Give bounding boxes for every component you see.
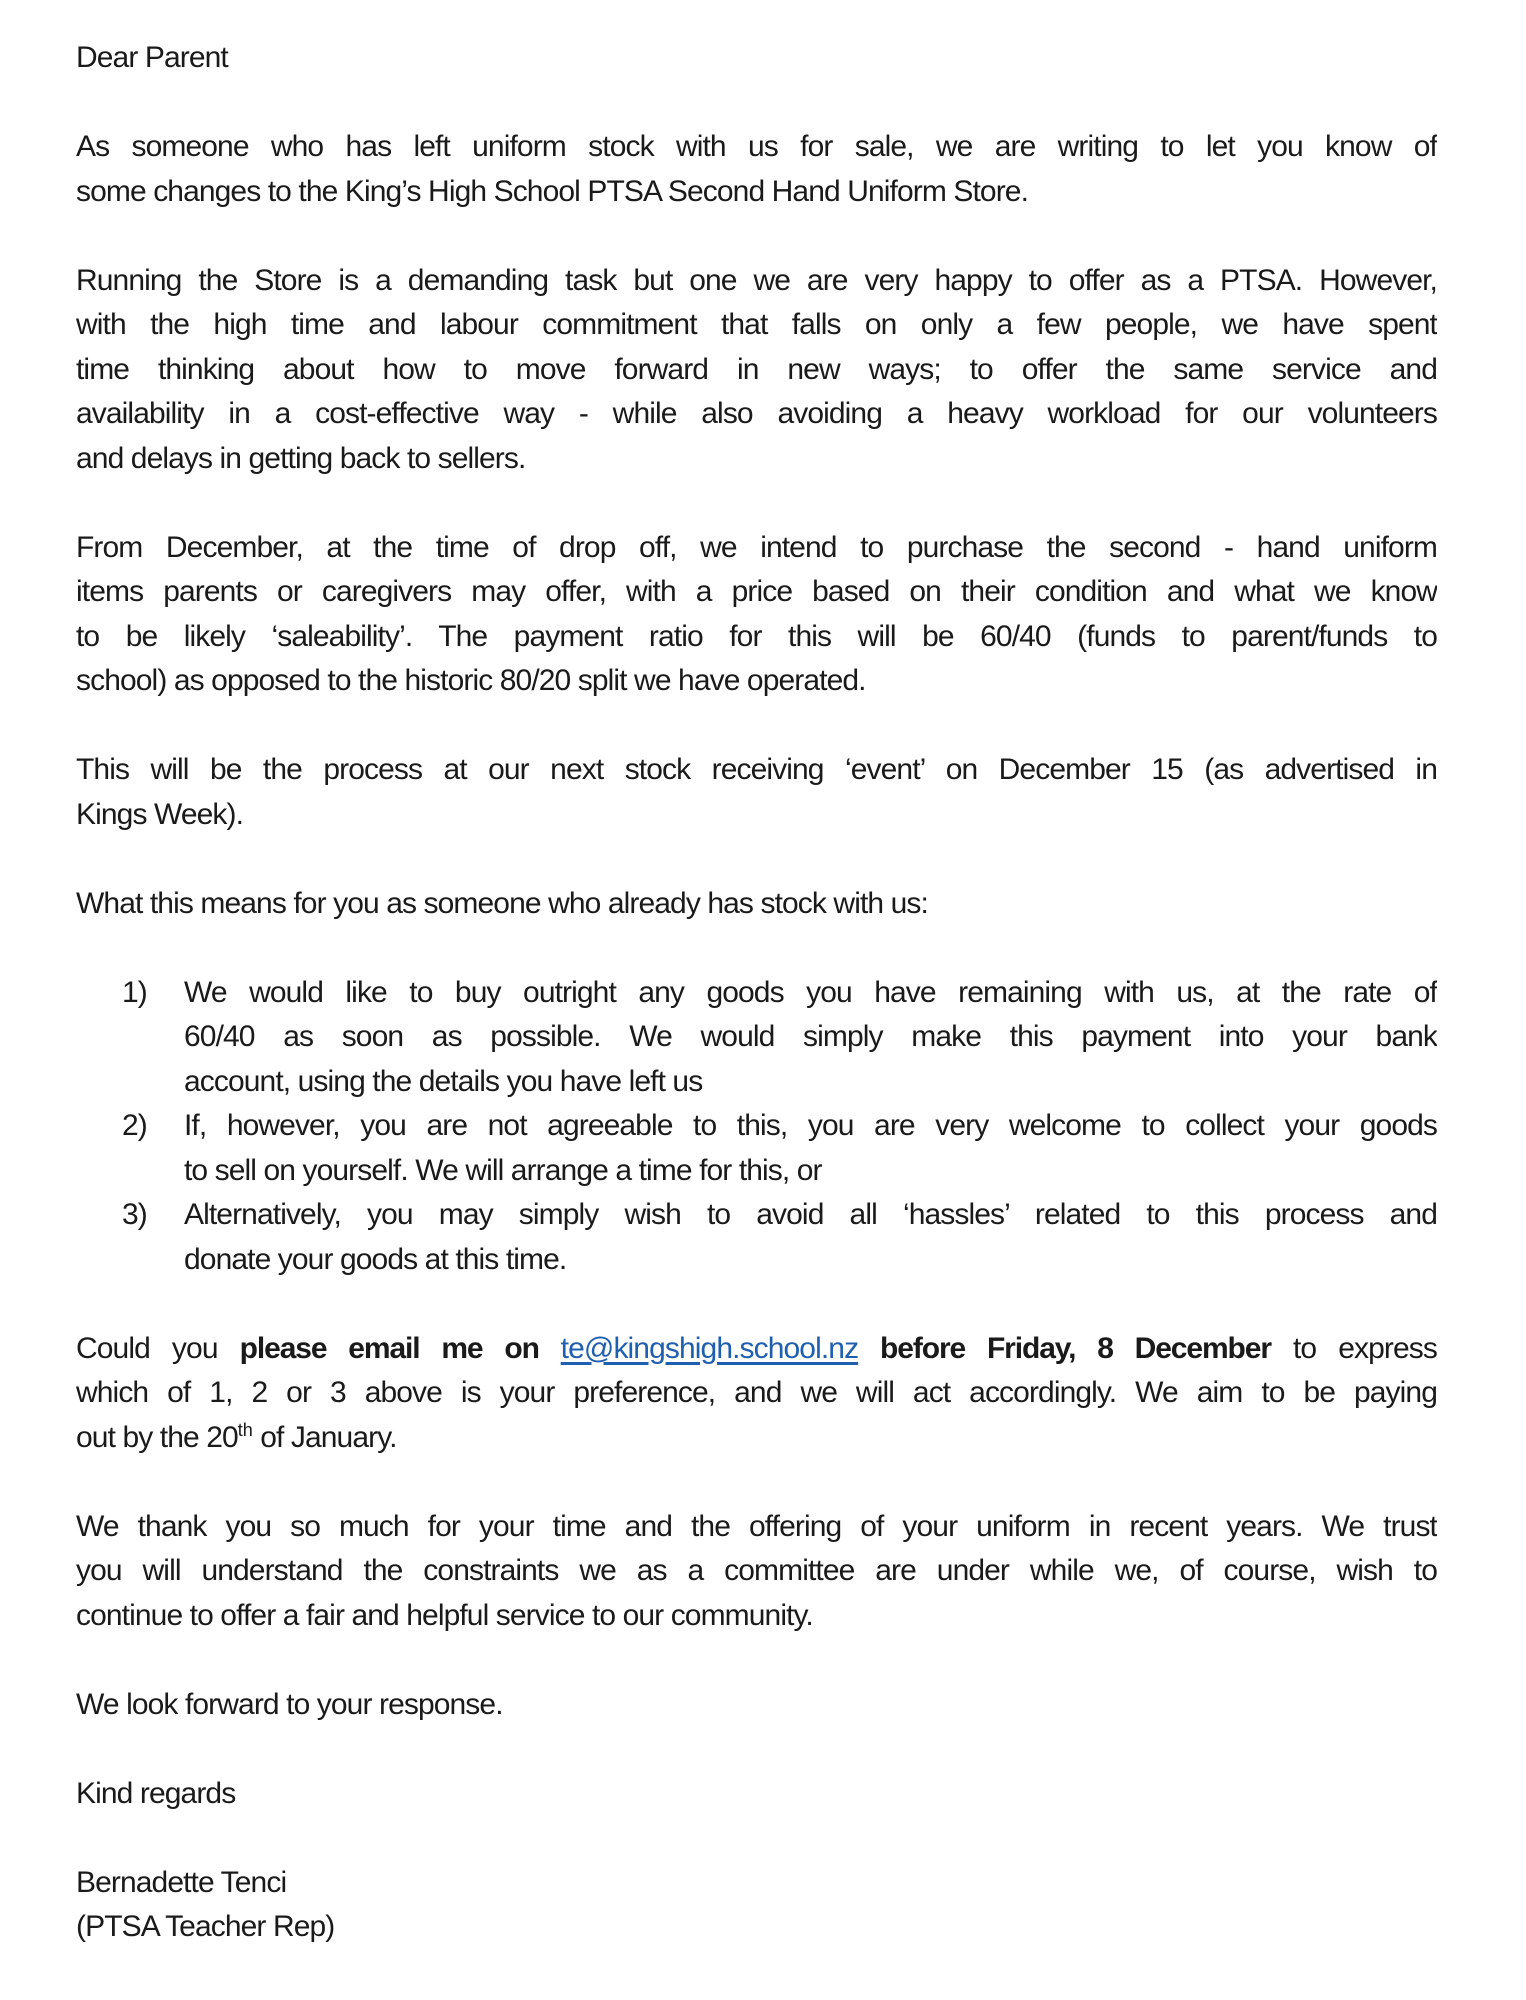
paragraph-line: items parents or caregivers may offer, with a price based on their condition and what we know xyxy=(76,575,1437,608)
paragraph-line: and delays in getting back to sellers. xyxy=(76,441,526,475)
paragraph-line: with the high time and labour commitment that falls on only a few people, we have spent xyxy=(76,308,1437,341)
closing: Kind regards xyxy=(76,1776,236,1810)
option-line: donate your goods at this time. xyxy=(184,1242,567,1276)
option-line: 60/40 as soon as possible. We would simply make this payment into your bank xyxy=(184,1020,1437,1053)
option-line: to sell on yourself. We will arrange a time for this, or xyxy=(184,1153,822,1187)
paragraph-line: As someone who has left uniform stock with us for sale, we are writing to let you know of xyxy=(76,130,1437,163)
paragraph-line: Kings Week). xyxy=(76,797,244,831)
bold-text: please email me on xyxy=(239,1331,561,1365)
salutation: Dear Parent xyxy=(76,41,228,74)
paragraph-line: This will be the process at our next stock receiving ‘event’ on December 15 (as advertised in xyxy=(76,753,1437,786)
paragraph-look-forward: We look forward to your response. xyxy=(76,1687,503,1721)
paragraph-line: continue to offer a fair and helpful service to our community. xyxy=(76,1598,813,1632)
paragraph-line: We thank you so much for your time and the offering of your uniform in recent years. We trust xyxy=(76,1509,1437,1543)
option-item-1 xyxy=(76,971,1437,1105)
option-item-2 xyxy=(76,1104,1437,1193)
paragraph-email-request xyxy=(76,1327,1437,1461)
paragraph-process xyxy=(76,748,1437,837)
paragraph-line: out by the 20th of January. xyxy=(76,1419,397,1454)
bold-deadline: before Friday, 8 December xyxy=(858,1331,1271,1365)
paragraph-line: availability in a cost-effective way - while also avoiding a heavy workload for our volunteers xyxy=(76,397,1437,430)
option-line: Alternatively, you may simply wish to avoid all ‘hassles’ related to this process and xyxy=(184,1198,1437,1231)
options-list xyxy=(76,971,1437,1283)
paragraph-line: to be likely ‘saleability’. The payment ratio for this will be 60/40 (funds to parent/funds to xyxy=(76,619,1437,653)
paragraph-running-store xyxy=(76,259,1437,482)
option-line: If, however, you are not agreeable to this, you are very welcome to collect your goods xyxy=(184,1109,1437,1142)
paragraph-line: Running the Store is a demanding task but one we are very happy to offer as a PTSA. However, xyxy=(76,263,1437,297)
email-link[interactable]: te@kingshigh.school.nz xyxy=(560,1331,859,1365)
paragraph-what-this-means: What this means for you as someone who already has stock with us: xyxy=(76,886,928,920)
paragraph-line: time thinking about how to move forward in new ways; to offer the same service and xyxy=(76,352,1437,386)
paragraph-from-december xyxy=(76,526,1437,704)
option-number: 3) xyxy=(122,1198,147,1231)
paragraph-line: some changes to the King’s High School PTSA Second Hand Uniform Store. xyxy=(76,174,1029,208)
paragraph-thank-you xyxy=(76,1505,1437,1639)
paragraph-line: From December, at the time of drop off, we intend to purchase the second - hand uniform xyxy=(76,530,1437,564)
signature-name: Bernadette Tenci xyxy=(76,1865,287,1899)
letter xyxy=(76,36,1437,1950)
option-number: 1) xyxy=(122,975,147,1009)
paragraph-line: you will understand the constraints we as a committee are under while we, of course, wish to xyxy=(76,1554,1437,1587)
signature-title: (PTSA Teacher Rep) xyxy=(76,1910,335,1943)
paragraph-line: school) as opposed to the historic 80/20 split we have operated. xyxy=(76,664,866,697)
paragraph-line: Could you please email me on te@kingshigh.school.nz before Friday, 8 December to express xyxy=(76,1331,1437,1365)
paragraph-line: which of 1, 2 or 3 above is your preference, and we will act accordingly. We aim to be paying xyxy=(76,1376,1437,1409)
paragraph-intro xyxy=(76,125,1437,214)
option-line: We would like to buy outright any goods you have remaining with us, at the rate of xyxy=(184,975,1437,1009)
option-number: 2) xyxy=(122,1109,147,1142)
option-line: account, using the details you have left us xyxy=(184,1064,703,1098)
option-item-3 xyxy=(76,1193,1437,1282)
